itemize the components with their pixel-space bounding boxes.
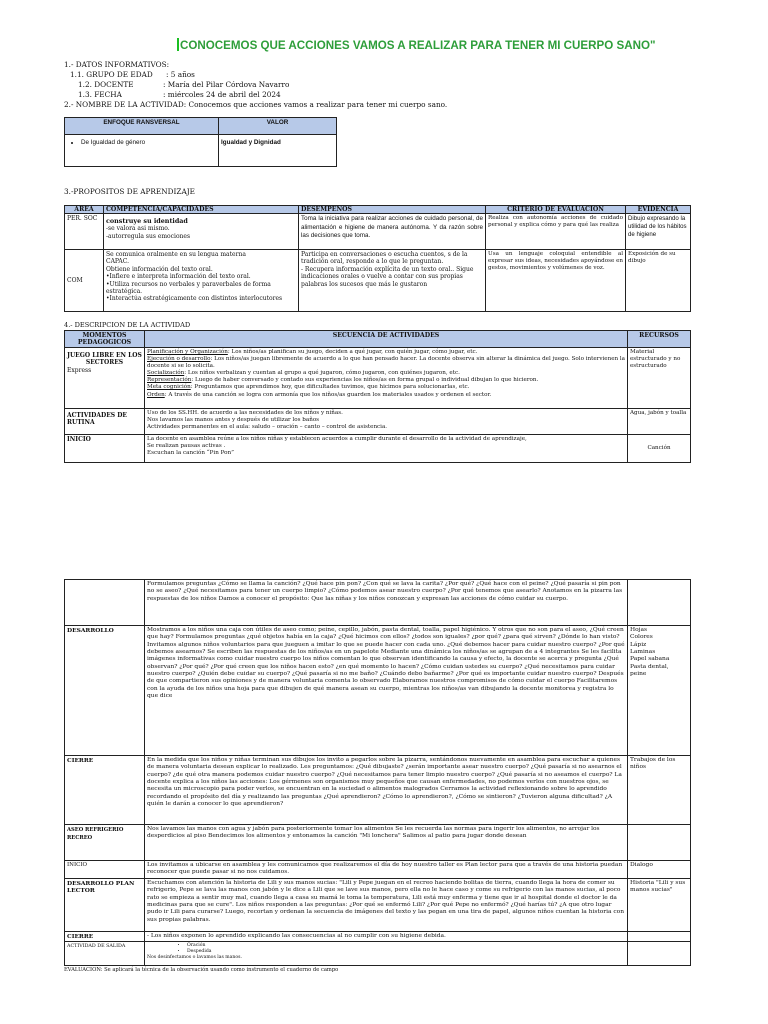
aseo-recursos [628,825,691,861]
enfoque-table [64,117,337,167]
valor-cell: Igualdad y Dignidad [219,135,337,167]
plan-lector-recursos: Historia "Lili y sus manos sucias" [628,879,691,932]
desarrollo-text: Mostramos a los niños una caja con útiles de aseo como; peine, cepillo, jabón, pasta dental, toalla, papel higiénico. Y otros que no son para el aseo, ¿Qué creen que hay? Formulamos preguntas ¿qué objetos había en la caja? ¿Qué hicimos con ellos? ¿todos son iguales? ¿por qué? ¿para qué sirven? ¿Dónde lo han visto? Invitamos algunos niños voluntarios para que jueguen a imitar lo que se puede hacer con cada uno. ¿Qué debemos hacer para cuidar nuestro cuerpo? ¿Por qué debemos asearnos? Se escriben las respuestas de los niños/as en un papelote Mediante una dinámica los niños/as se agrupan de a 4 integrantes Se les facilita imágenes informativas como cuidar nuestro cuerpo los niños comentan lo que observan identificando la causa y efecto, la docente se acerca y pregunta ¿Qué observan? ¿Por qué? ¿Por qué creen que los niños hacen esto? ¿en qué momento lo hacen? ¿Cómo cuidan ustedes su cuerpo? ¿Qué necesitamos para cuidar nuestro cuerpo? ¿Quién debe cuidar su cuerpo? ¿Qué pasaría si no me baño? ¿Cuándo debo bañarme? ¿Por qué es importante cuidar nuestro cuerpo? Después de que compartieron sus opiniones y de manera voluntaria comenta lo observado Elaboramos nuestros compromisos de cómo cuidar el cuerpo Facilitaremos con la ayuda de los niños una hoja para que dibujen de qué manera asean su cuerpo, mientras los niños/as van dibujando la docente monitorea y registra lo que dice [145,626,628,756]
desempeno-persoc: Toma la iniciativa para realizar acciones de cuidado personal, de alimentación e higiene de manera autónoma. Y da razón sobre las decisiones que toma. [299,214,486,250]
datos-heading: 1.- DATOS INFORMATIVOS: [64,60,170,69]
plan-lector-label: DESARROLLO PLAN LECTOR [65,879,145,932]
valor-header: VALOR [219,118,337,135]
comp-line: -autorregula sus emociones [106,232,191,240]
rutina-label: ACTIVIDADES DE RUTINA [65,409,145,435]
juego-key: Orden [147,391,165,398]
evaluacion-note: EVALUACION: Se aplicará la técnica de la observación usando como instrumento el cuaderno de campo [64,967,339,973]
cierre2-recursos [628,932,691,942]
page-title: CONOCEMOS QUE ACCIONES VAMOS A REALIZAR PARA TENER MI CUERPO SANO" [177,38,656,52]
comp-title: construye su identidad [106,217,188,225]
docente-value: : María del Pilar Córdova Navarro [163,80,290,89]
fecha-value: : miércoles 24 de abril del 2024 [163,90,281,99]
desempeno-com [299,250,486,312]
continuacion-table [64,579,691,966]
competencia-persoc [104,214,299,250]
rutina-recursos: Agua, jabón y toalla [628,409,691,435]
comp-line: -se valora asi mismo. [106,225,170,233]
comp-line: Obtiene información del texto oral. [106,265,213,273]
juego-label: JUEGO LIBRE EN LOS SECTORES [67,352,142,367]
inicio-line: La docente en asamblea reúne a los niños niñas y establecen acuerdos a cumplir durante el desarrollo de la actividad de aprendizaje, [147,436,527,442]
hdr-desempenos: DESEMPEÑOS [299,206,486,214]
docente-label: 1.2. DOCENTE [78,80,134,89]
juego-text: : Los niños/as planifican su juego, deciden a qué jugar, con quién jugar, cómo jugar, etc. [227,349,478,355]
cierre-text: En la medida que los niños y niñas terminan sus dibujos los invito a pegarlos sobre la pizarra, sentándonos nuevamente en asamblea para escuchar a quienes de manera voluntaria desean explicar lo realizado. Les preguntamos: ¿Qué dibujaste? ¿serán importante asear nuestro cuerpo? ¿Qué pasaría si no asearnos el cuerpo? ¿de qué otra manera podemos cuidar nuestro cuerpo? ¿Qué necesitamos para tener limpio nuestro cuerpo? ¿Qué pasaría si no aseamos el cuerpo? La docente explica a los niños las acciones: Los gérmenes son organismos muy pequeños que causan enfermedades, no podemos verlos con nuestros ojos, se necesita un microscopio para poder verlos, se encuentran en la suciedad o alimentos malogrados Cerramos la actividad reflexionando sobre lo aprendido recordando el propósito del día y realizando las preguntas ¿Qué aprendieron? ¿Cómo lo aprendieron?, ¿Cómo se sintieron? ¿Tuvieron alguna dificultad? ¿A quién le darán a conocer lo que aprendieron? [145,756,628,825]
cierre-recursos: Trabajos de los niños [628,756,691,825]
area-persoc: PER. SOC [65,214,104,250]
inicio-cont-label [65,580,145,626]
desarrollo-label: DESARROLLO [65,626,145,756]
grupo-value: : 5 años [166,70,195,79]
juego-key: Ejecución o desarrollo [147,356,211,363]
des-line: Participa en conversaciones o escucha cuentos, s de la tradición oral, responde a lo que le preguntan. [301,251,468,266]
rutina-line: Actividades permanentes en el aula: saludo – oración – canto – control de asistencia. [147,424,388,431]
salida-recursos [628,942,691,966]
inicio-line: Se realizan pausas activas . [147,443,226,450]
competencia-com [104,250,299,312]
cierre2-label: CIERRE [65,932,145,942]
inicio-line: Escuchan la canción “Pin Pon” [147,450,234,457]
juego-text: : Preguntamos que aprendimos hoy, que dificultades tuvimos, que hicimos para solucionarlas, etc. [190,384,470,391]
hdr-recursos: RECURSOS [628,331,691,348]
descripcion-table [64,330,691,463]
juego-secuencia [145,348,628,409]
comp-line: •Utiliza recursos no verbales y paraverbales de forma estratégica. [106,280,271,296]
enfoque-cell [65,135,219,167]
rutina-line: Nos lavamos las manos antes y después de utilizar los baños [147,417,320,424]
hdr-competencia: COMPETENCIA/CAPACIDADES [104,206,299,214]
comp-line: •Interactúa estratégicamente con distintos interlocutores [106,295,283,303]
hdr-criterio: CRITERIO DE EVALUACION [486,206,626,214]
hdr-secuencia: SECUENCIA DE ACTIVIDADES [145,331,628,348]
evidencia-persoc: Dibujo expresando la utilidad de los hábitos de higiene [626,214,691,250]
inicio-secuencia [145,435,628,463]
nombre-actividad: 2.- NOMBRE DE LA ACTIVIDAD: Conocemos que acciones vamos a realizar para tener mi cuerpo sano. [64,100,448,109]
inicio-cont-recursos [628,580,691,626]
fecha-label: 1.3. FECHA [78,90,122,99]
salida-item: • Despedida [187,949,625,955]
enfoque-item: • De Igualdad de género [81,139,216,146]
cierre2-text: - Los niños exponen lo aprendido explicando las consecuencias al no cumplir con su higiene debida. [145,932,628,942]
juego-key: Socialización [147,370,185,377]
des-line: - Recupera información explícita de un texto oral.. Sigue indicaciones orales o vuelve a contar con sus propias palabras los sucesos que más le gustaron [301,265,474,288]
salida-label: ACTIVIDAD DE SALIDA [65,942,145,966]
plan-lector-text: Escuchamos con atención la historia de Lili y sus manos sucias: "Lili y Pepe juegan en el recreo haciendo bolitas de tierra, cuando llega la hora de comer su refrigerio, Pepe se lava las manos con jabón y le dice a Lili que se lave sus manos, pero ella no le hace caso y come su refrigerio con las manos sucias, al poco rato se empieza a sentir muy mal, cuando llega a casa su mamá le toma la temperatura, Lili está muy enferma y tiene que ir al hospital donde el doctor le da medicinas para que se cure". Los niños responden a las preguntas: ¿Por qué se enfermó Lili? ¿Por qué Pepe no enfermó? ¿Qué harías tú? ¿A que otro lugar pudo ir Lili para curarse? Luego, recortan y ordenan la secuencia de imágenes del texto y las pegan en una tira de papel, algunos niños cuentan la historia con sus propias palabras. [145,879,628,932]
juego-recursos: Material estructurado y no estructurado [628,348,691,409]
inicio2-label: INICIO [65,861,145,879]
propositos-heading: 3.-PROPOSITOS DE APRENDIZAJE [64,187,195,196]
inicio-label: INICIO [65,435,145,463]
propositos-table [64,205,691,312]
rutina-secuencia [145,409,628,435]
juego-text: : Los niños/as juegan libremente de acuerdo a lo que han pensado hacer. La docente observa sin alterar la dinámica del juego. Solo intervienen la docente si se lo solicita. [147,356,626,370]
juego-cell [65,348,145,409]
juego-text: : Los niños verbalizan y cuentan al grupo a qué jugaron, cómo jugaron, con quiénes jugaron, etc. [184,370,460,377]
inicio-cont: Formulamos preguntas ¿Cómo se llama la canción? ¿Qué hace pin pon? ¿Con qué se lava la carita? ¿Por qué? ¿Qué hace con el peine? ¿Qué pasaría si pin pon no se aseo? ¿Qué necesitamos para tener un cuerpo limpio? ¿Cómo podemos asear nuestro cuerpo? ¿Por qué tenemos que asearlo? Anotamos en la pizarra las respuestas de los niños Damos a conocer el propósito: Que las niñas y los niños conozcan y expresan las acciones de cómo cuidar su cuerpo. [145,580,628,626]
cierre-label: CIERRE [65,756,145,825]
inicio-recursos: Canción [628,435,691,463]
text-cursor [177,38,179,51]
comp-line: CAPAC. [106,258,130,266]
criterio-persoc: Realiza con autonomía acciones de cuidado personal y explica cómo y para qué las realiza [486,214,626,250]
enfoque-header: ENFOQUE RANSVERSAL [65,118,219,135]
hdr-evidencia: EVIDENCIA [626,206,691,214]
hdr-area: AREA [65,206,104,214]
aseo-text: Nos lavamos las manos con agua y jabón para posteriormente tomar los alimentos Se les recuerda las normas para ingerir los alimentos, no arrojar los desperdicios al piso Bendecimos los alimentos y entonamos la canción "Mi lonchera" Salimos al patio para jugar donde desean [145,825,628,861]
salida-item: • Oración [187,943,625,949]
comp-line: Se comunica oralmente en su lengua materna [106,251,246,258]
juego-text: : Luego de haber conversado y contado sus experiencias los niños/as en forma grupal o individual dibujan lo que hicieron. [191,377,539,384]
comp-line: •Infiere e interpreta información del texto oral. [106,273,251,281]
evidencia-com: Exposición de su dibujo [626,250,691,312]
area-com: COM [65,250,104,312]
inicio2-text: Los invitamos a ubicarse en asamblea y les comunicamos que realizaremos el día de hoy nuestro taller es Plan lector para que a través de una historia puedan reconocer que puede pasar si no nos cuidamos. [145,861,628,879]
desarrollo-recursos: Hojas Colores Lápiz Laminas Papel sabana Pasta dental, peine [628,626,691,756]
salida-text [145,942,628,966]
criterio-com: Usa un lenguaje coloquial entendible al expresar sus ideas, necesidades apoyándose en gestos, movimientos y volúmenes de voz. [486,250,626,312]
inicio2-recursos: Dialogo [628,861,691,879]
juego-key: Planificación y Organización [147,349,228,355]
juego-key: Meta cognición [147,384,191,391]
juego-sub: Express [67,366,92,374]
rutina-line: Uso de los SS.HH. de acuerdo a las necesidades de los niños y niñas. [147,410,343,416]
juego-text: : A través de una canción se logra con armonía que los niños/as guarden los materiales usados y ordenen el sector. [164,391,492,398]
hdr-momentos: MOMENTOS PEDAGOGICOS [65,331,145,348]
aseo-label: ASEO REFRIGERIO RECREO [65,825,145,861]
salida-item: Nos desinfectamos o lavamos las manos. [147,954,242,960]
descripcion-heading: 4.- DESCRIPCION DE LA ACTIVIDAD [64,321,191,329]
juego-key: Representación [147,377,192,384]
grupo-label: 1.1. GRUPO DE EDAD [70,70,153,79]
